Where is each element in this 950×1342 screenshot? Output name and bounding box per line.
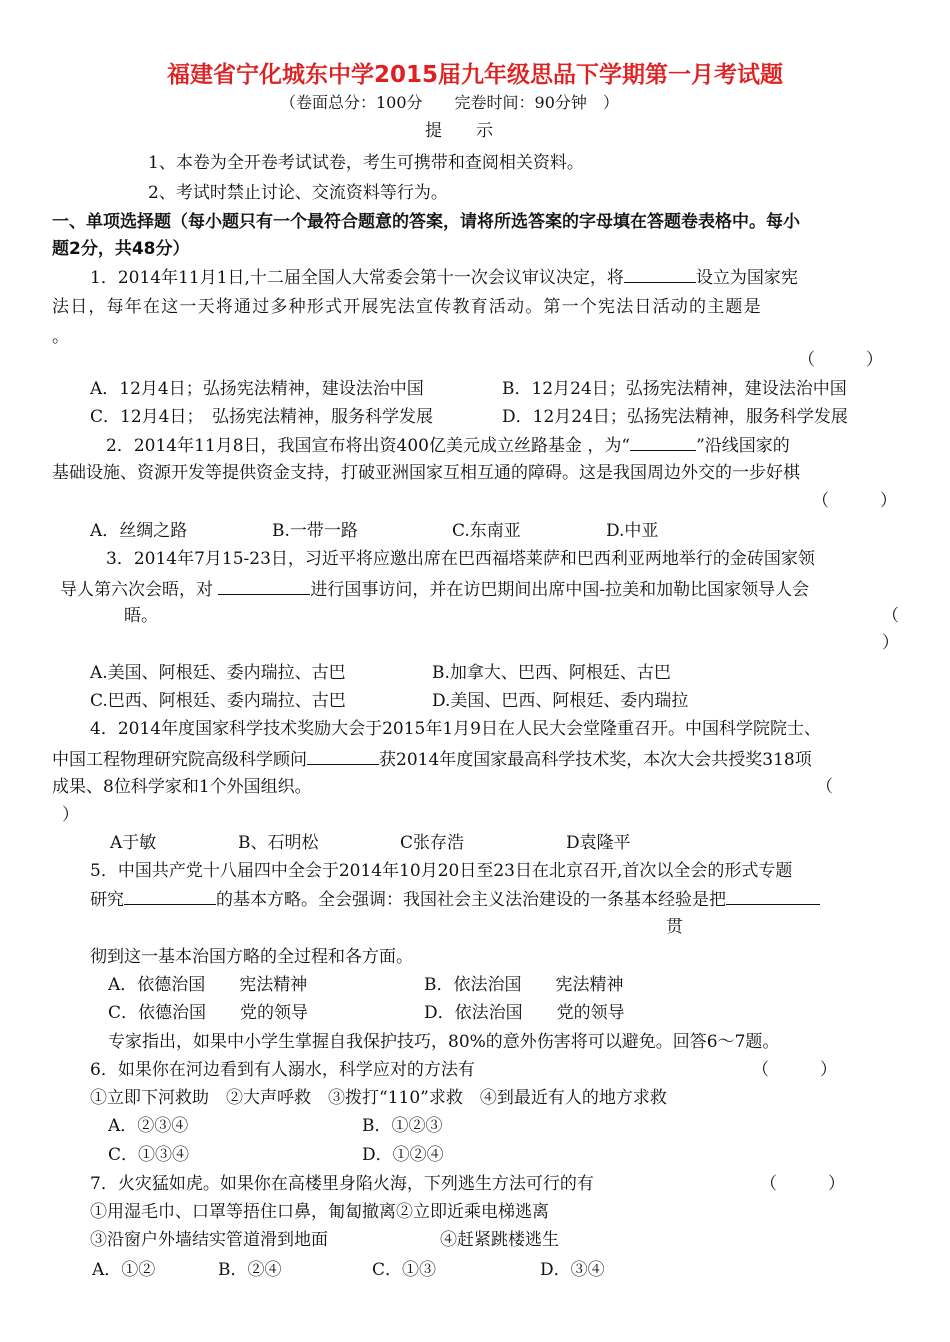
q2-option-d: D.中亚 xyxy=(606,521,659,541)
q2-answer-paren: （ ） xyxy=(812,491,897,511)
q7-items-2b: ④赶紧跳楼逃生 xyxy=(440,1230,559,1250)
q1-option-d: D．12月24日；弘扬宪法精神，服务科学发展 xyxy=(502,407,848,427)
q3-option-d: D.美国、巴西、阿根廷、委内瑞拉 xyxy=(432,691,689,711)
q3-line3: 晤。 xyxy=(124,606,158,626)
q2-text-a: 2．2014年11月8日，我国宣布将出资400亿美元成立丝路基金 ，为“ xyxy=(106,436,631,456)
q5-option-a: A．依德治国 宪法精神 xyxy=(108,975,308,995)
q4-paren-open: （ xyxy=(816,777,833,797)
q3-option-a: A.美国、阿根廷、委内瑞拉、古巴 xyxy=(90,663,346,683)
q6-option-c: C．①③④ xyxy=(108,1145,190,1165)
q2-option-b: B.一带一路 xyxy=(272,521,358,541)
q1-line3: 。 xyxy=(52,327,69,347)
q4-text-a: 中国工程物理研究院高级科学顾问 xyxy=(52,750,307,770)
q6-option-b: B．①②③ xyxy=(362,1116,443,1136)
q5-text-a: 研究 xyxy=(90,890,124,910)
q7-option-c: C．①③ xyxy=(372,1260,437,1280)
q5-line3: 彻到这一基本治国方略的全过程和各方面。 xyxy=(90,947,413,967)
q1-option-a: A．12月4日；弘扬宪法精神，建设法治中国 xyxy=(90,379,424,399)
q4-option-c: C张存浩 xyxy=(400,833,465,853)
q3-option-c: C.巴西、阿根廷、委内瑞拉、古巴 xyxy=(90,691,346,711)
q2-option-c: C.东南亚 xyxy=(452,521,521,541)
q5-blank-1 xyxy=(124,888,216,905)
q4-line1: 4．2014年度国家科学技术奖励大会于2015年1月9日在人民大会堂隆重召开。中国科学院院士、 xyxy=(90,719,821,739)
q5-line2 xyxy=(90,888,820,911)
q7-items-1: ①用湿毛巾、口罩等捂住口鼻，匍匐撤离②立即近乘电梯逃离 xyxy=(90,1202,549,1222)
q4-blank xyxy=(307,748,379,765)
q6-items: ①立即下河救助 ②大声呼救 ③拨打“110”求救 ④到最近有人的地方求救 xyxy=(90,1088,667,1108)
q3-paren-open: （ xyxy=(882,606,899,626)
q3-text-a: 导人第六次会晤，对 xyxy=(60,580,213,600)
q4-option-b: B、石明松 xyxy=(238,833,319,853)
q6-option-a: A．②③④ xyxy=(108,1116,189,1136)
q5-blank-2 xyxy=(726,888,820,905)
q5-line2-tail: 贯 xyxy=(666,917,683,937)
q5-option-b: B．依法治国 宪法精神 xyxy=(424,975,624,995)
q1-text-a: 1．2014年11月1日,十二届全国人大常委会第十一次会议审议决定，将 xyxy=(90,268,624,288)
q1-text-b: 设立为国家宪 xyxy=(695,268,798,288)
q4-line2 xyxy=(52,748,812,771)
section-heading-line1: 一、单项选择题（每小题只有一个最符合题意的答案，请将所选答案的字母填在答题卷表格中。每小 xyxy=(52,212,800,232)
q4-option-a: A于敏 xyxy=(110,833,157,853)
q5-option-d: D．依法治国 党的领导 xyxy=(424,1003,625,1023)
q5-text-b: 的基本方略。全会强调：我国社会主义法治建设的一条基本经验是把 xyxy=(216,890,726,910)
q4-option-d: D袁隆平 xyxy=(566,833,631,853)
q3-paren-close: ） xyxy=(882,633,899,653)
q2-option-a: A．丝绸之路 xyxy=(90,521,188,541)
q2-line1 xyxy=(106,434,790,457)
q6-option-d: D．①②④ xyxy=(362,1145,444,1165)
q7-answer-paren: （ ） xyxy=(760,1174,845,1194)
tip-heading: 提 示 xyxy=(425,121,493,141)
q1-option-c: C．12月4日； 弘扬宪法精神，服务科学发展 xyxy=(90,407,433,427)
q5-option-c: C．依德治国 党的领导 xyxy=(108,1003,309,1023)
tip-1: 1、本卷为全开卷考试试卷，考生可携带和查阅相关资料。 xyxy=(148,153,584,173)
q7-option-d: D．③④ xyxy=(540,1260,605,1280)
q1-option-b: B．12月24日；弘扬宪法精神，建设法治中国 xyxy=(502,379,847,399)
q6-7-intro: 专家指出，如果中小学生掌握自我保护技巧，80%的意外伤害将可以避免。回答6～7题。 xyxy=(108,1032,780,1052)
q2-text-b: ”沿线国家的 xyxy=(696,436,790,456)
q1-line1 xyxy=(90,266,798,289)
section-heading-line2: 题2分，共48分） xyxy=(52,239,190,259)
q3-text-b: 进行国事访问，并在访巴期间出席中国-拉美和加勒比国家领导人会 xyxy=(310,580,810,600)
q6-answer-paren: （ ） xyxy=(752,1060,837,1080)
q4-paren-close: ） xyxy=(62,805,79,825)
exam-title: 福建省宁化城东中学2015届九年级思品下学期第一月考试题 xyxy=(166,62,783,88)
q5-line1: 5．中国共产党十八届四中全会于2014年10月20日至23日在北京召开,首次以全会的形式专题 xyxy=(90,861,793,881)
q7-option-a: A．①② xyxy=(92,1260,156,1280)
q6-line1: 6．如果你在河边看到有人溺水，科学应对的方法有 xyxy=(90,1060,475,1080)
q3-line2 xyxy=(60,578,809,601)
q4-text-b: 获2014年度国家最高科学技术奖，本次大会共授奖318项 xyxy=(379,750,812,770)
q4-line3: 成果、8位科学家和1个外国组织。 xyxy=(52,777,312,797)
q3-line1: 3．2014年7月15-23日，习近平将应邀出席在巴西福塔莱萨和巴西利亚两地举行的金砖国家领 xyxy=(106,549,815,569)
q1-line2: 法日，每年在这一天将通过多种形式开展宪法宣传教育活动。第一个宪法日活动的主题是 xyxy=(52,297,762,317)
q7-option-b: B．②④ xyxy=(218,1260,282,1280)
q3-option-b: B.加拿大、巴西、阿根廷、古巴 xyxy=(432,663,671,683)
exam-subtitle: （卷面总分：100分 完卷时间：90分钟 ） xyxy=(280,93,619,112)
q7-line1: 7．火灾猛如虎。如果你在高楼里身陷火海，下列逃生方法可行的有 xyxy=(90,1174,594,1194)
q2-line2: 基础设施、资源开发等提供资金支持，打破亚洲国家互相互通的障碍。这是我国周边外交的一步好棋 xyxy=(52,463,800,483)
tip-2: 2、考试时禁止讨论、交流资料等行为。 xyxy=(148,183,448,203)
q1-blank xyxy=(624,266,696,283)
q7-items-2a: ③沿窗户外墙结实管道滑到地面 xyxy=(90,1230,328,1250)
q3-blank xyxy=(218,578,310,595)
q1-answer-paren: （ ） xyxy=(798,350,883,370)
q2-blank xyxy=(630,434,696,451)
